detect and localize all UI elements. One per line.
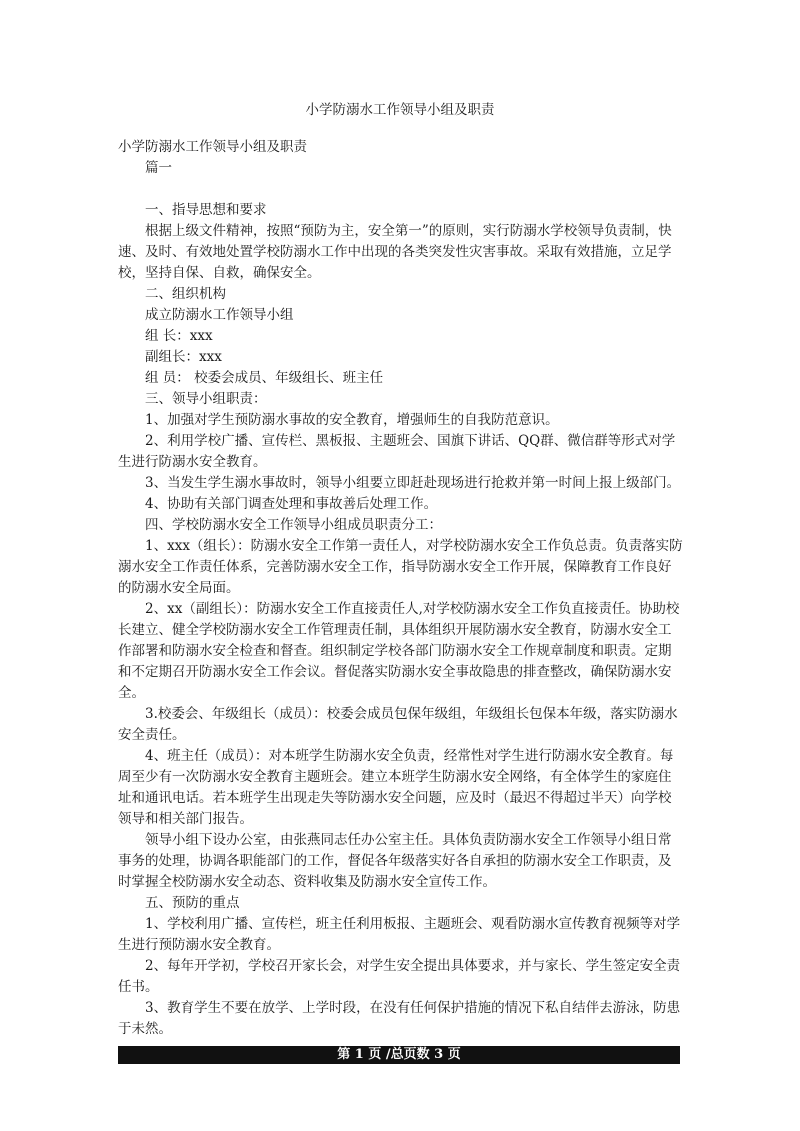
paragraph-list: [118, 200, 684, 1040]
document-title: 小学防溺水工作领导小组及职责: [305, 102, 495, 118]
paragraph: 3.校委会、年级组长（成员）：校委会成员包保年级组，年级组长包保本年级，落实防溺水安全责任。: [118, 706, 678, 743]
paragraph: 1、学校利用广播、宣传栏，班主任利用板报、主题班会、观看防溺水宣传教育视频等对学生进行预防溺水安全教育。: [118, 916, 681, 953]
paragraph: 2、xx（副组长）：防溺水安全工作直接责任人,对学校防溺水安全工作负直接责任。协助校长建立、健全学校防溺水安全工作管理责任制，具体组织开展防溺水安全教育，防溺水安全工作部署和防溺水安全检查和督查。组织制定学校各部门防溺水安全工作规章制度和职责。定期和不定期召开防溺水安全工作会议。督促落实防溺水安全事故隐患的排查整改，确保防溺水安全。: [118, 601, 680, 701]
paragraph: 成立防溺水工作领导小组: [145, 307, 294, 323]
paragraph: 一、指导思想和要求: [145, 202, 267, 218]
document-body: [118, 137, 684, 1040]
part-label: 篇一: [145, 160, 172, 176]
paragraph: 2、每年开学初，学校召开家长会，对学生安全提出具体要求，并与家长、学生签定安全责任书。: [118, 958, 681, 995]
paragraph: 1、xxx（组长）：防溺水安全工作第一责任人，对学校防溺水安全工作负总责。负责落实防溺水安全工作责任体系，完善防溺水安全工作，指导防溺水安全工作开展，保障教育工作良好的防溺水安全局面。: [118, 538, 683, 596]
paragraph: 领导小组下设办公室，由张燕同志任办公室主任。具体负责防溺水安全工作领导小组日常事务的处理，协调各职能部门的工作，督促各年级落实好各自承担的防溺水安全工作职责，及时掌握全校防溺水安全动态、资料收集及防溺水安全宣传工作。: [118, 832, 672, 890]
blank-line: [118, 179, 684, 200]
paragraph: 3、教育学生不要在放学、上学时段，在没有任何保护措施的情况下私自结伴去游泳，防患于未然。: [118, 1000, 681, 1037]
paragraph: 根据上级文件精神，按照“预防为主，安全第一”的原则，实行防溺水学校领导负责制，快速、及时、有效地处置学校防溺水工作中出现的各类突发性灾害事故。采取有效措施，立足学校，坚持自保、自救，确保安全。: [118, 223, 672, 281]
paragraph: 组 长：xxx: [145, 328, 213, 344]
paragraph: 二、组织机构: [145, 286, 226, 302]
paragraph: 2、利用学校广播、宣传栏、黑板报、主题班会、国旗下讲话、QQ群、微信群等形式对学生进行防溺水安全教育。: [118, 433, 676, 470]
page-footer: [118, 1046, 680, 1064]
paragraph: 五、预防的重点: [145, 895, 240, 911]
paragraph: 4、班主任（成员）：对本班学生防溺水安全负责，经常性对学生进行防溺水安全教育。每周至少有一次防溺水安全教育主题班会。建立本班学生防溺水安全网络，有全体学生的家庭住址和通讯电话。若本班学生出现走失等防溺水安全问题，应及时（最迟不得超过半天）向学校领导和相关部门报告。: [118, 748, 674, 827]
paragraph: 1、加强对学生预防溺水事故的安全教育，增强师生的自我防范意识。: [145, 412, 559, 428]
paragraph: 组 员： 校委会成员、年级组长、班主任: [145, 370, 384, 386]
paragraph: 三、领导小组职责：: [145, 391, 267, 407]
paragraph: 4、协助有关部门调查处理和事故善后处理工作。: [145, 496, 438, 512]
paragraph: 3、当发生学生溺水事故时，领导小组要立即赶赴现场进行抢救并第一时间上报上级部门。: [145, 475, 681, 491]
document-subtitle: 小学防溺水工作领导小组及职责: [118, 139, 307, 155]
page-number-label: 第 1 页 /总页数 3 页: [337, 1047, 461, 1062]
paragraph: 四、学校防溺水安全工作领导小组成员职责分工：: [145, 517, 442, 533]
paragraph: 副组长：xxx: [145, 349, 222, 365]
